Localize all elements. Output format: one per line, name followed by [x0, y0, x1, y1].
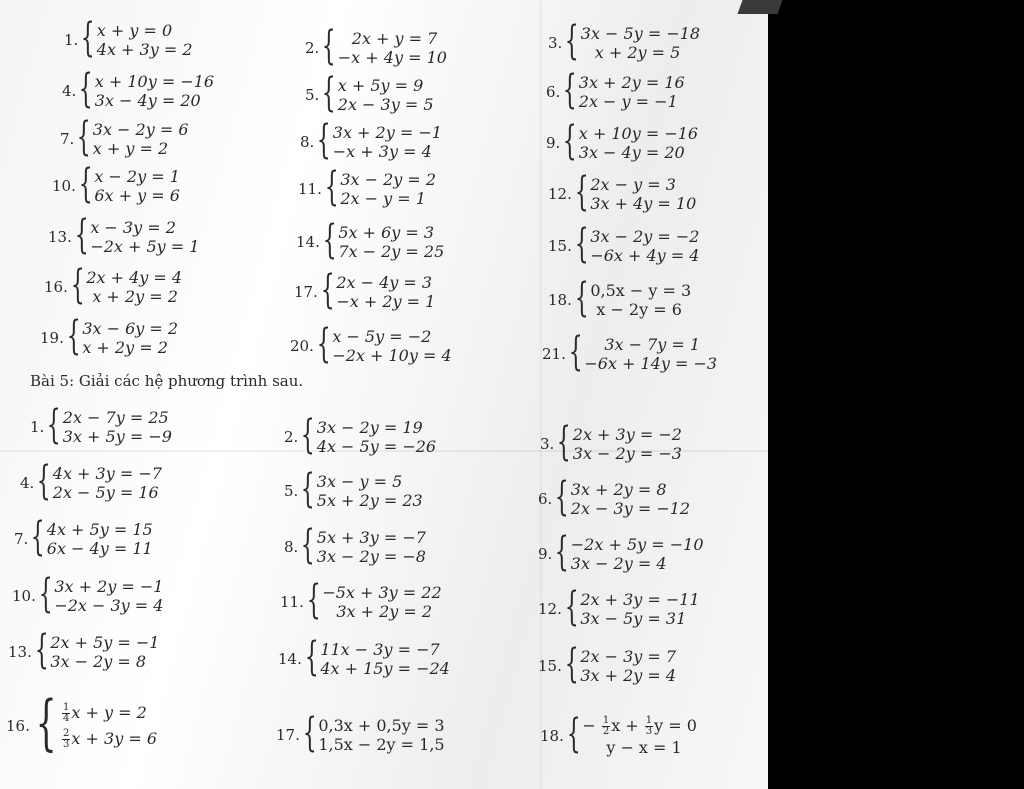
system-brace: { — [35, 688, 57, 758]
equation-lines — [579, 124, 698, 162]
system-problem — [294, 267, 436, 313]
equation: 2x − y = −1 — [578, 92, 678, 111]
equation: 2x − 3y = 7 — [580, 647, 677, 666]
problem-number: 9. — [546, 134, 561, 152]
equation: 6x − 4y = 11 — [46, 539, 153, 558]
system-problem — [300, 117, 442, 163]
equation-lines — [580, 590, 699, 628]
equation: x + 2y = 2 — [82, 338, 168, 357]
problem-number: 12. — [538, 600, 562, 618]
equation-lines — [317, 472, 423, 510]
system-problem — [538, 584, 700, 630]
system-brace: { — [568, 329, 583, 375]
system-brace: { — [322, 23, 337, 69]
system-brace: { — [37, 458, 52, 504]
equation-lines — [95, 72, 214, 110]
problem-number: 16. — [6, 717, 30, 735]
problem-number: 17. — [276, 726, 300, 744]
equation-text: x + y = 2 — [71, 703, 147, 722]
problem-number: 5. — [284, 482, 299, 500]
equation: −6x + 14y = −3 — [584, 354, 718, 373]
system-problem — [30, 402, 172, 448]
numerator: 1 — [63, 702, 70, 713]
system-brace: { — [565, 18, 580, 64]
problem-number: 4. — [20, 474, 35, 492]
equation: 2x + 3y = −11 — [580, 590, 700, 609]
system-brace: { — [563, 67, 578, 113]
system-brace: { — [322, 217, 337, 263]
equation: 3x − y = 5 — [316, 472, 403, 491]
equation: −2x + 5y = −10 — [570, 535, 704, 554]
system-brace: { — [38, 571, 53, 617]
equation: 3x − 5y = −18 — [580, 24, 701, 43]
problem-number: 12. — [548, 185, 572, 203]
system-problem — [548, 221, 700, 267]
problem-number: 14. — [296, 233, 320, 251]
equation: 3x − 2y = 19 — [316, 418, 423, 437]
equation-lines — [90, 218, 199, 256]
problem-number: 11. — [298, 180, 322, 198]
problem-number: 4. — [62, 82, 77, 100]
equation-lines — [82, 319, 178, 357]
problem-number: 11. — [280, 593, 304, 611]
problem-number: 17. — [294, 283, 318, 301]
equation: −2x − 3y = 4 — [54, 596, 164, 615]
equation: x − 3y = 2 — [90, 218, 176, 237]
equation: −x + 2y = 1 — [336, 292, 436, 311]
equation-text: y = 0 — [654, 716, 697, 735]
system-problem — [298, 164, 437, 210]
system-problem — [48, 212, 200, 258]
section-heading: Bài 5: Giải các hệ phương trình sau. — [30, 372, 304, 390]
equation-lines — [579, 73, 685, 111]
equation-lines — [93, 120, 189, 158]
equation: 2x + 5y = −1 — [50, 633, 160, 652]
equation-lines — [317, 528, 426, 566]
equation: 2x − 3y = 5 — [337, 95, 434, 114]
equation-lines — [573, 425, 682, 463]
equation: 2x − 5y = 16 — [52, 483, 159, 502]
equation: 3x − 2y = 8 — [50, 652, 147, 671]
equation: 3x − 7y = 1 — [604, 335, 701, 354]
system-problem — [538, 641, 677, 687]
problem-number: 20. — [290, 337, 314, 355]
system-problem — [540, 419, 682, 465]
equation: 11x − 3y = −7 — [320, 640, 440, 659]
system-problem — [44, 262, 183, 308]
system-problem — [14, 514, 153, 560]
problem-number: 7. — [60, 130, 75, 148]
equation-lines — [94, 167, 180, 205]
system-problem — [278, 634, 450, 680]
problem-number: 2. — [305, 39, 320, 57]
system-brace: { — [316, 321, 331, 367]
problem-number: 13. — [48, 228, 72, 246]
system-problem — [20, 458, 162, 504]
equation: 1,5x − 2y = 1,5 — [318, 735, 445, 754]
equation: 3x − 2y = −8 — [316, 547, 426, 566]
system-problem — [538, 474, 691, 520]
equation-lines — [580, 647, 676, 685]
equation-lines — [582, 714, 697, 757]
equation-lines — [338, 76, 434, 114]
equation: 0,3x + 0,5y = 3 — [318, 716, 445, 735]
system-brace: { — [574, 275, 589, 321]
denominator: 2 — [602, 726, 610, 737]
equation: 4x + 3y = 2 — [96, 40, 193, 59]
equation: 2x − y = 3 — [590, 175, 676, 194]
numerator: 2 — [63, 728, 70, 739]
equation: 3x + 2y = 2 — [336, 602, 433, 621]
system-brace: { — [301, 466, 316, 512]
system-problem — [280, 577, 442, 623]
problem-number: 1. — [30, 418, 45, 436]
problem-number: 5. — [305, 86, 320, 104]
system-brace: { — [301, 412, 316, 458]
equation: x − 2y = 1 — [94, 167, 180, 186]
problem-number: 3. — [548, 34, 563, 52]
system-brace: { — [564, 584, 579, 630]
equation-lines — [333, 123, 442, 161]
system-problem — [60, 114, 189, 160]
equation-text: x + 3y = 6 — [71, 729, 157, 748]
equation: 3x + 2y = −1 — [332, 123, 442, 142]
problem-number: 2. — [284, 428, 299, 446]
system-brace: { — [31, 514, 46, 560]
problem-number: 6. — [546, 83, 561, 101]
equation-lines — [332, 327, 451, 365]
equation — [61, 700, 157, 726]
equation: 2x − 3y = −12 — [570, 499, 691, 518]
system-problem — [546, 67, 685, 113]
equation: 3x + 2y = 16 — [578, 73, 685, 92]
equation-lines — [63, 408, 172, 446]
equation: x + 2y = 2 — [92, 287, 178, 306]
system-brace: { — [564, 641, 579, 687]
system-problem — [6, 688, 157, 758]
system-problem — [52, 161, 180, 207]
equation: 5x + 6y = 3 — [338, 223, 435, 242]
equation-lines — [54, 577, 163, 615]
equation-lines — [590, 281, 691, 319]
system-brace: { — [47, 402, 62, 448]
equation-text: − — [582, 716, 596, 735]
system-brace: { — [563, 118, 578, 164]
system-problem — [284, 522, 426, 568]
system-brace: { — [66, 313, 81, 359]
equation: 3x + 2y = 8 — [570, 480, 667, 499]
equation: 3x − 2y = 6 — [92, 120, 189, 139]
equation: 0,5x − y = 3 — [590, 281, 692, 300]
system-problem — [64, 15, 193, 61]
system-brace: { — [34, 627, 49, 673]
system-problem — [296, 217, 445, 263]
system-brace: { — [79, 66, 94, 112]
system-brace: { — [317, 117, 332, 163]
equation-lines — [581, 24, 700, 62]
system-brace: { — [304, 634, 319, 680]
problem-number: 16. — [44, 278, 68, 296]
equation: 2x + 3y = −2 — [572, 425, 682, 444]
equation — [61, 726, 157, 752]
equation-lines — [86, 268, 182, 306]
equation: 2x − 4y = 3 — [336, 273, 433, 292]
system-problem — [8, 627, 160, 673]
system-brace: { — [81, 15, 96, 61]
system-brace: { — [306, 577, 321, 623]
system-problem — [284, 412, 437, 458]
equation: 3x − 2y = −2 — [590, 227, 700, 246]
system-brace: { — [557, 419, 572, 465]
equation: 2x − 7y = 25 — [62, 408, 169, 427]
problem-number: 1. — [64, 31, 79, 49]
equation: 3x + 5y = −9 — [62, 427, 172, 446]
equation: 3x − 5y = 31 — [580, 609, 687, 628]
equation: y − x = 1 — [606, 738, 682, 757]
black-background — [768, 0, 1024, 789]
equation-lines — [338, 29, 447, 67]
equation-lines — [590, 175, 696, 213]
system-problem — [548, 169, 697, 215]
system-brace: { — [566, 710, 581, 757]
equation: x − 2y = 6 — [596, 300, 682, 319]
system-problem — [284, 466, 423, 512]
equation: x + 10y = −16 — [578, 124, 699, 143]
equation-lines — [50, 633, 159, 671]
problem-number: 10. — [12, 587, 36, 605]
equation: x + y = 2 — [92, 139, 169, 158]
equation: 4x + 15y = −24 — [320, 659, 450, 678]
equation: 5x + 3y = −7 — [316, 528, 426, 547]
system-brace: { — [574, 221, 589, 267]
system-problem — [12, 571, 164, 617]
equation-lines — [340, 170, 436, 208]
equation-lines — [336, 273, 435, 311]
system-brace: { — [574, 169, 589, 215]
denominator: 3 — [63, 739, 70, 750]
denominator: 3 — [645, 726, 653, 737]
system-brace: { — [324, 164, 339, 210]
equation-lines — [571, 535, 704, 573]
equation: 7x − 2y = 25 — [338, 242, 445, 261]
equation-lines — [590, 227, 699, 265]
problem-number: 18. — [540, 726, 564, 745]
system-problem — [542, 329, 718, 375]
system-brace: { — [301, 522, 316, 568]
system-problem — [538, 529, 704, 575]
equation-lines — [320, 640, 450, 678]
problem-number: 8. — [284, 538, 299, 556]
equation: 3x − 6y = 2 — [82, 319, 179, 338]
equation: 2x + 4y = 4 — [86, 268, 183, 287]
equation: 5x + 2y = 23 — [316, 491, 423, 510]
equation-lines — [318, 716, 444, 754]
numerator: 1 — [602, 715, 610, 726]
equation: 3x − 2y = −3 — [572, 444, 682, 463]
system-brace: { — [555, 474, 570, 520]
equation: 2x + y = 7 — [351, 29, 438, 48]
equation: 6x + y = 6 — [94, 186, 180, 205]
system-problem — [548, 18, 701, 64]
equation: 2x − y = 1 — [340, 189, 426, 208]
problem-number: 15. — [538, 657, 562, 675]
equation: x + y = 0 — [96, 21, 173, 40]
equation-lines — [322, 583, 441, 621]
system-problem — [546, 118, 699, 164]
equation: 4x − 5y = −26 — [316, 437, 437, 456]
equation: x + 5y = 9 — [337, 76, 424, 95]
equation: −x + 3y = 4 — [332, 142, 432, 161]
system-problem — [305, 23, 447, 69]
problem-number: 19. — [40, 329, 64, 347]
equation: x + 10y = −16 — [94, 72, 215, 91]
paper-corner — [737, 0, 782, 14]
problem-number: 9. — [538, 545, 553, 563]
numerator: 1 — [645, 715, 653, 726]
problem-number: 13. — [8, 643, 32, 661]
problem-number: 21. — [542, 345, 566, 363]
equation-text: x + — [611, 716, 639, 735]
equation-lines — [338, 223, 444, 261]
system-brace: { — [322, 70, 337, 116]
equation: −5x + 3y = 22 — [322, 583, 442, 602]
equation: 3x − 4y = 20 — [578, 143, 685, 162]
equation: 3x − 2y = 2 — [340, 170, 437, 189]
system-brace: { — [74, 212, 89, 258]
problem-number: 15. — [548, 237, 572, 255]
equation: −2x + 5y = 1 — [90, 237, 200, 256]
equation: 3x + 2y = −1 — [54, 577, 164, 596]
system-brace: { — [70, 262, 85, 308]
equation: 3x − 2y = 4 — [570, 554, 667, 573]
fraction — [602, 716, 610, 737]
problem-number: 3. — [540, 435, 555, 453]
equation: 3x + 2y = 4 — [580, 666, 677, 685]
equation-lines — [584, 335, 717, 373]
equation-lines — [317, 418, 436, 456]
fraction — [62, 729, 70, 750]
equation: 3x + 4y = 10 — [590, 194, 697, 213]
equation-lines — [53, 464, 162, 502]
system-problem — [548, 275, 692, 321]
fraction — [62, 703, 70, 724]
system-problem — [290, 321, 452, 367]
fraction — [645, 716, 653, 737]
equation: 3x − 4y = 20 — [94, 91, 201, 110]
system-problem — [540, 710, 697, 757]
equation: 4x + 3y = −7 — [52, 464, 162, 483]
equation: −6x + 4y = 4 — [590, 246, 700, 265]
system-brace: { — [320, 267, 335, 313]
system-problem — [276, 710, 445, 756]
equation: −2x + 10y = 4 — [332, 346, 452, 365]
system-problem — [305, 70, 434, 116]
equation-lines — [61, 700, 157, 752]
equation-lines — [47, 520, 153, 558]
problem-number: 14. — [278, 650, 302, 668]
problem-number: 7. — [14, 530, 29, 548]
equation — [582, 714, 697, 738]
equation: 4x + 5y = 15 — [46, 520, 153, 539]
system-brace: { — [78, 161, 93, 207]
denominator: 4 — [63, 713, 70, 724]
equation: x − 5y = −2 — [332, 327, 432, 346]
problem-number: 6. — [538, 490, 553, 508]
equation-lines — [571, 480, 690, 518]
equation: −x + 4y = 10 — [337, 48, 447, 67]
system-brace: { — [77, 114, 92, 160]
system-brace: { — [302, 710, 317, 756]
system-brace: { — [555, 529, 570, 575]
equation: x + 2y = 5 — [594, 43, 681, 62]
problem-number: 18. — [548, 291, 572, 309]
system-problem — [40, 313, 179, 359]
system-problem — [62, 66, 215, 112]
problem-number: 8. — [300, 133, 315, 151]
equation-lines — [97, 21, 193, 59]
problem-number: 10. — [52, 177, 76, 195]
